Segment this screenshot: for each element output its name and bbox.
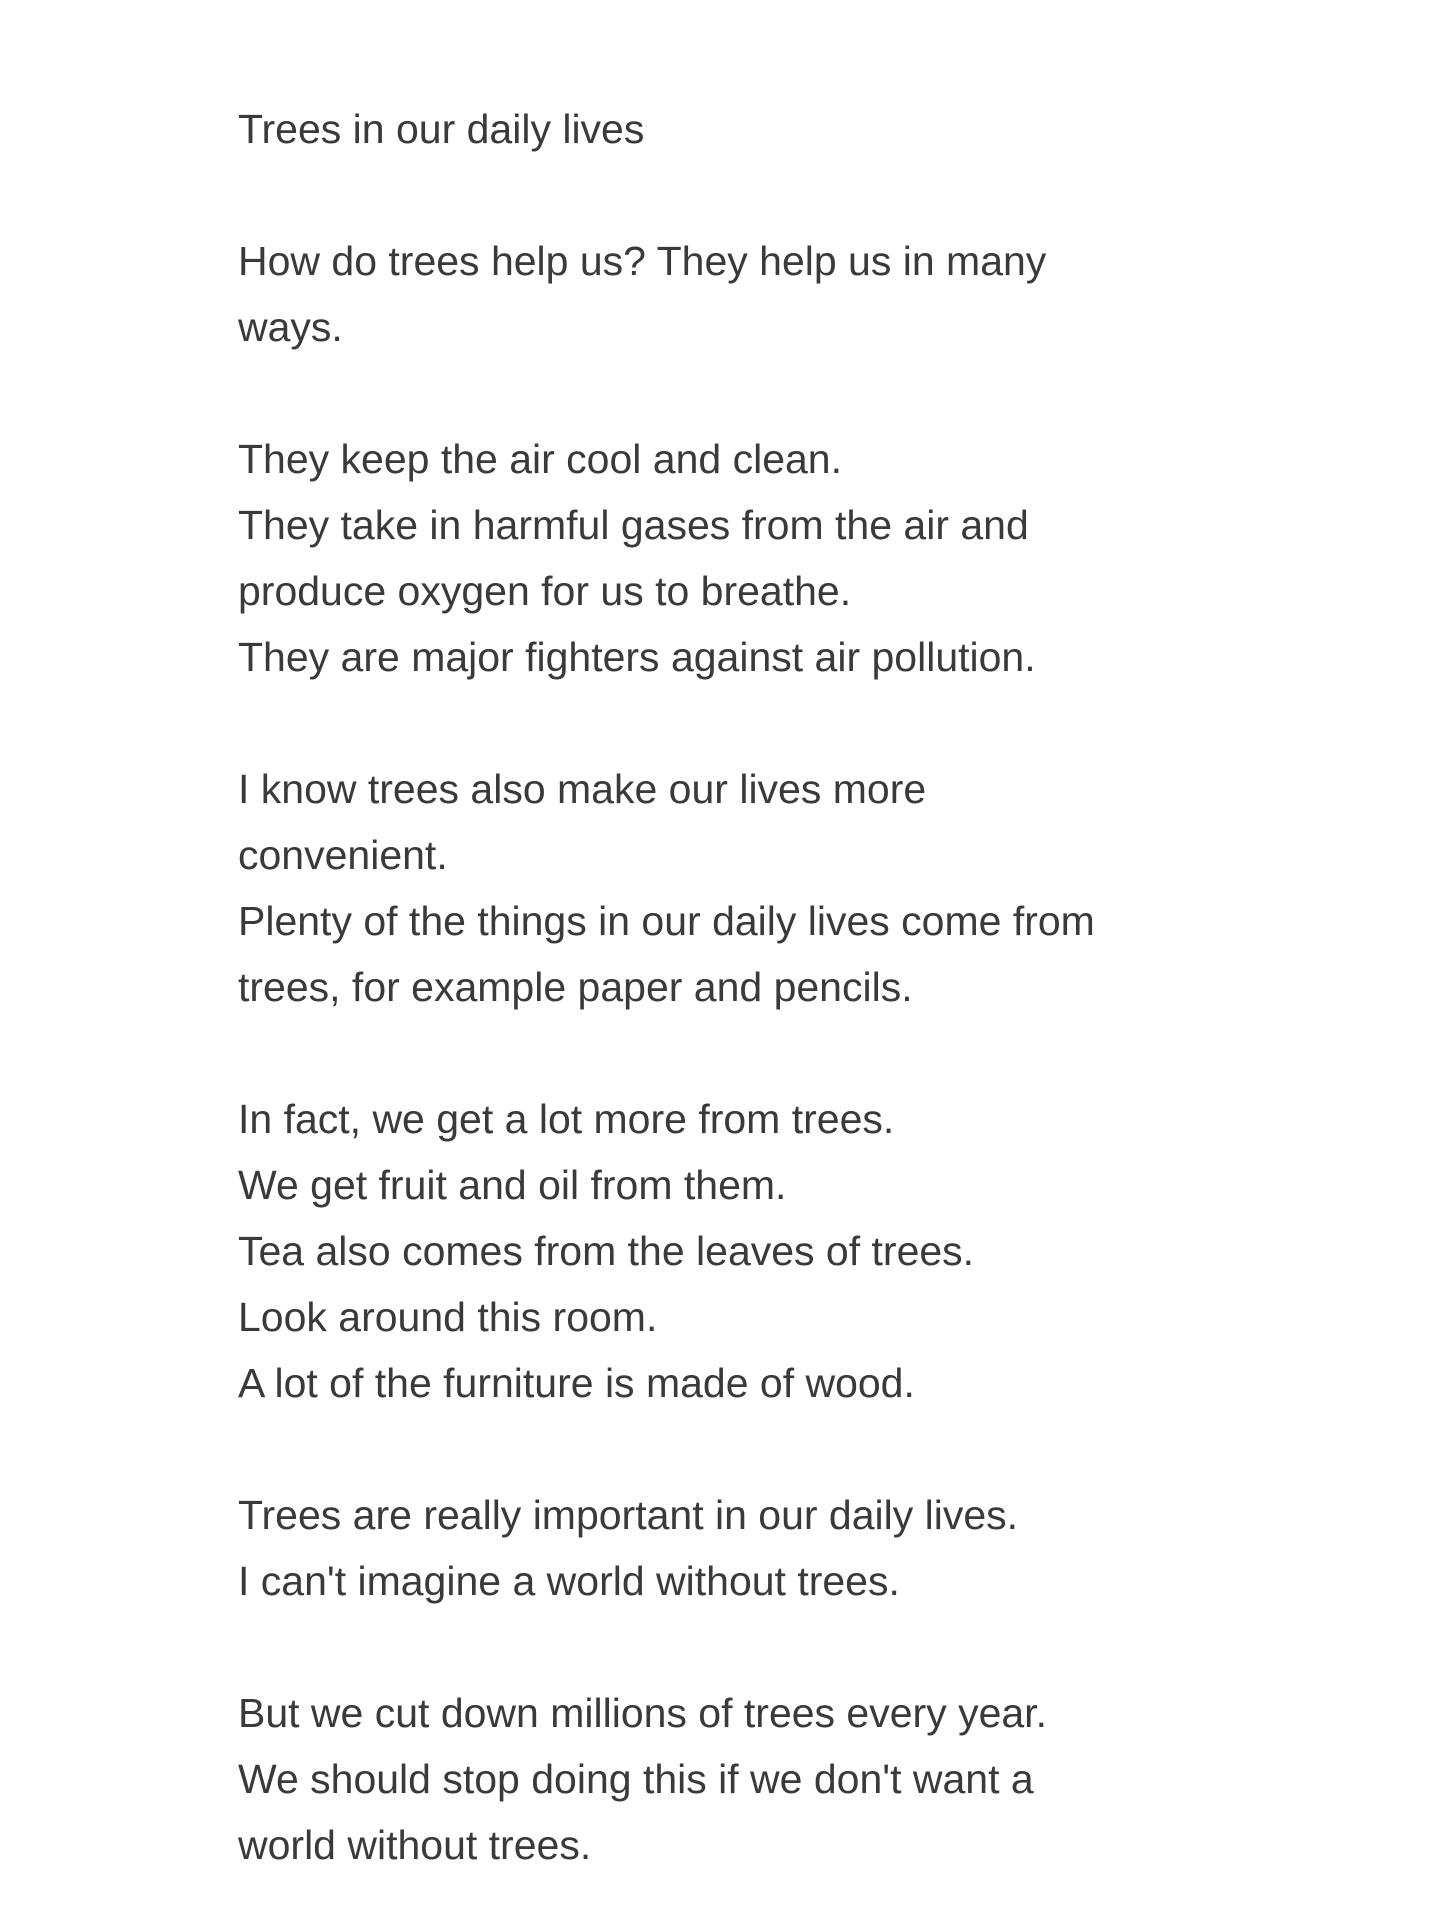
- document-body: [238, 96, 1238, 1878]
- paragraph-line: Plenty of the things in our daily lives come from: [238, 898, 1095, 944]
- paragraph-line: produce oxygen for us to breathe.: [238, 568, 852, 614]
- paragraph-line: ways.: [238, 304, 343, 350]
- document-title: Trees in our daily lives: [238, 106, 645, 152]
- paragraph-line: They take in harmful gases from the air and: [238, 502, 1029, 548]
- paragraph-importance: [238, 1482, 1238, 1614]
- paragraph-air: [238, 426, 1238, 690]
- paragraph-line: I can't imagine a world without trees.: [238, 1558, 900, 1604]
- paragraph-line: trees, for example paper and pencils.: [238, 964, 913, 1010]
- paragraph-line: They keep the air cool and clean.: [238, 436, 842, 482]
- paragraph-line: A lot of the furniture is made of wood.: [238, 1360, 915, 1406]
- paragraph-line: How do trees help us? They help us in many: [238, 238, 1047, 284]
- paragraph-line: In fact, we get a lot more from trees.: [238, 1096, 895, 1142]
- paragraph-line: Look around this room.: [238, 1294, 658, 1340]
- paragraph-products: [238, 1086, 1238, 1416]
- paragraph-line: We should stop doing this if we don't want a: [238, 1756, 1034, 1802]
- paragraph-line: convenient.: [238, 832, 448, 878]
- paragraph-line: Tea also comes from the leaves of trees.: [238, 1228, 975, 1274]
- paragraph-line: But we cut down millions of trees every year.: [238, 1690, 1047, 1736]
- paragraph-line: Trees are really important in our daily lives.: [238, 1492, 1019, 1538]
- paragraph-line: I know trees also make our lives more: [238, 766, 927, 812]
- paragraph-conclusion: [238, 1680, 1238, 1878]
- paragraph-convenience: [238, 756, 1238, 1020]
- paragraph-intro: [238, 228, 1238, 360]
- paragraph-line: We get fruit and oil from them.: [238, 1162, 787, 1208]
- paragraph-line: They are major fighters against air pollution.: [238, 634, 1036, 680]
- paragraph-line: world without trees.: [238, 1822, 592, 1868]
